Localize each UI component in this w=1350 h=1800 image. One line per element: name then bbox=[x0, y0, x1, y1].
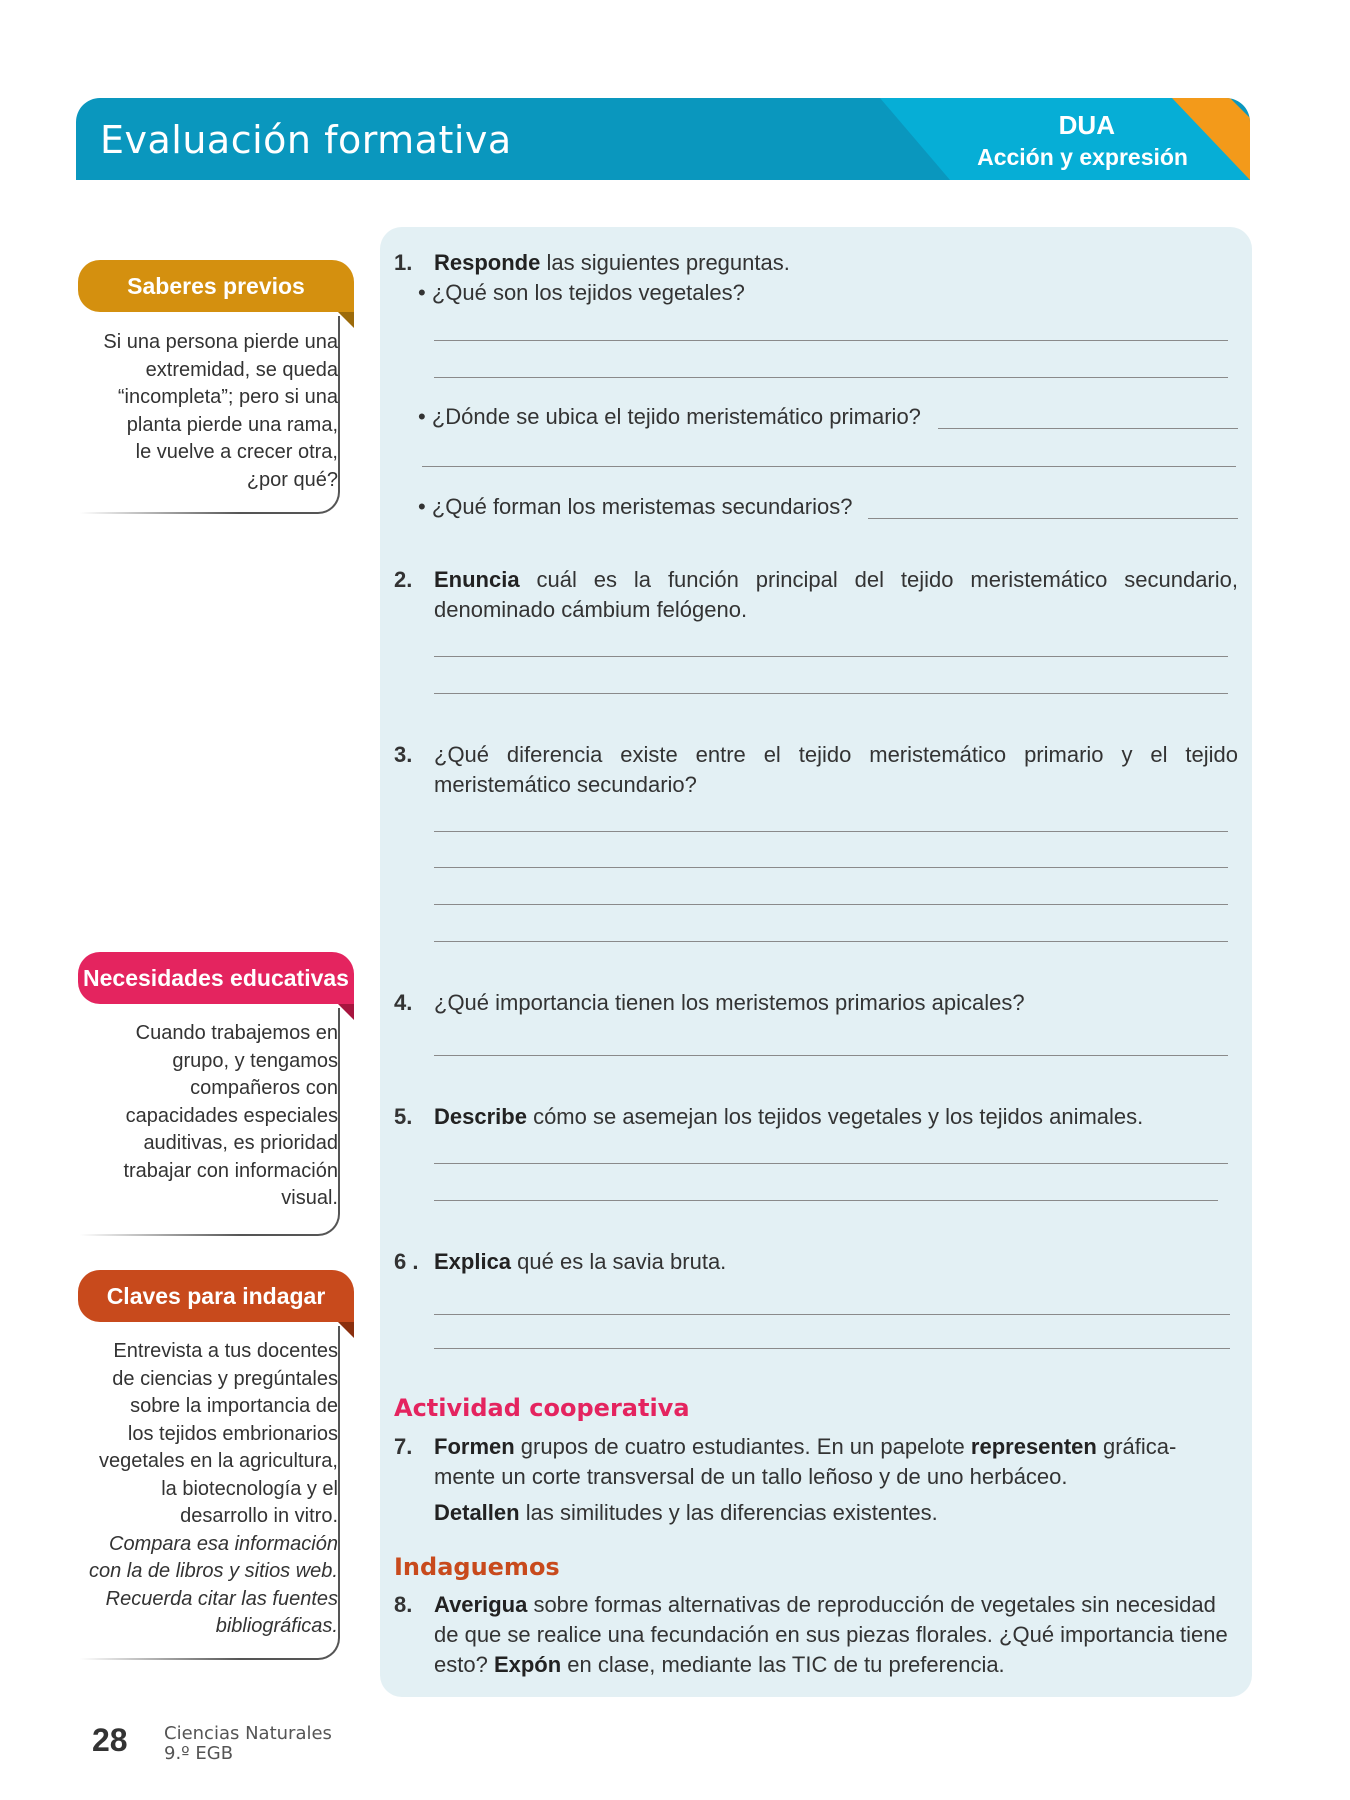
footer-subject bbox=[164, 1724, 332, 1764]
question-text: sobre formas alternativas de reproducción de vegetales sin necesidad bbox=[527, 1592, 1216, 1617]
text-line: capacidades especiales bbox=[125, 1104, 338, 1127]
text-line-italic: Compara esa información bbox=[109, 1532, 338, 1555]
claves-indagar-tab bbox=[78, 1270, 354, 1322]
subject-name: Ciencias Naturales bbox=[164, 1723, 332, 1744]
text-line: ¿por qué? bbox=[246, 468, 338, 491]
question-verb: Describe bbox=[434, 1104, 527, 1129]
claves-indagar-title: Claves para indagar bbox=[106, 1283, 326, 1309]
question-text: cuál es la función principal del tejido meristemático secundario, denominado cámbium felógeno. bbox=[434, 567, 1238, 622]
text-line-italic: con la de libros y sitios web. bbox=[88, 1560, 338, 1582]
question-text: cómo se asemejan los tejidos vegetales y los tejidos animales. bbox=[526, 1104, 1144, 1129]
question-1-bullet-3 bbox=[418, 492, 868, 522]
text-line: de ciencias y pregúntales bbox=[112, 1367, 338, 1390]
question-number: 1. bbox=[394, 250, 413, 275]
answer-line[interactable] bbox=[434, 340, 1228, 341]
question-text: qué es la savia bruta. bbox=[511, 1249, 727, 1274]
text-line: la biotecnología y el bbox=[161, 1477, 338, 1500]
answer-line[interactable] bbox=[434, 1055, 1228, 1056]
answer-line[interactable] bbox=[434, 904, 1228, 905]
question-3 bbox=[394, 740, 1238, 800]
text-line: Si una persona pierde una bbox=[103, 331, 338, 353]
answer-line[interactable] bbox=[434, 831, 1228, 832]
question-verb: Formen bbox=[434, 1434, 515, 1459]
answer-line[interactable] bbox=[868, 518, 1238, 519]
necesidades-educativas-title: Necesidades educativas bbox=[83, 965, 349, 991]
header-banner bbox=[76, 98, 1250, 180]
question-number: 8. bbox=[394, 1592, 413, 1617]
question-1 bbox=[394, 248, 1238, 278]
indaguemos-heading: Indaguemos bbox=[394, 1553, 560, 1581]
answer-line[interactable] bbox=[434, 1200, 1218, 1201]
question-text: gráfica- bbox=[1096, 1434, 1177, 1459]
answer-line[interactable] bbox=[434, 693, 1228, 694]
answer-line[interactable] bbox=[434, 656, 1228, 657]
question-verb: Expón bbox=[493, 1652, 562, 1677]
question-number: 4. bbox=[394, 990, 413, 1015]
grade-label: 9.º EGB bbox=[164, 1743, 234, 1764]
question-verb: representen bbox=[970, 1434, 1097, 1459]
text-line: le vuelve a crecer otra, bbox=[135, 441, 338, 463]
question-text: mente un corte transversal de un tallo leñoso y de uno herbáceo. bbox=[434, 1464, 1068, 1489]
saberes-previos-tab bbox=[78, 260, 354, 312]
page-number: 28 bbox=[92, 1722, 128, 1758]
necesidades-educativas-tab bbox=[78, 952, 354, 1004]
answer-line[interactable] bbox=[434, 1348, 1230, 1349]
text-line: vegetales en la agricultura, bbox=[98, 1450, 338, 1472]
text-line-italic: bibliográficas. bbox=[215, 1615, 338, 1637]
text-line: trabajar con información bbox=[123, 1159, 338, 1182]
answer-line[interactable] bbox=[434, 867, 1228, 868]
text-line: los tejidos embrionarios bbox=[127, 1422, 338, 1445]
question-text: las siguientes preguntas. bbox=[540, 250, 790, 275]
text-line: sobre la importancia de bbox=[130, 1395, 338, 1417]
answer-line[interactable] bbox=[422, 466, 1236, 467]
question-verb: Explica bbox=[434, 1249, 512, 1274]
answer-line[interactable] bbox=[434, 377, 1228, 378]
question-number: 7. bbox=[394, 1434, 413, 1459]
dua-label: DUA bbox=[1058, 110, 1115, 140]
answer-line[interactable] bbox=[434, 941, 1228, 942]
text-line-italic: Recuerda citar las fuentes bbox=[105, 1587, 338, 1610]
question-verb: Detallen bbox=[434, 1500, 520, 1525]
text-line: “incompleta”; pero si una bbox=[117, 386, 338, 408]
question-6 bbox=[394, 1247, 1238, 1277]
text-line: visual. bbox=[281, 1187, 338, 1209]
question-number: 5. bbox=[394, 1104, 413, 1129]
question-number: 6 . bbox=[394, 1249, 419, 1274]
text-line: Entrevista a tus docentes bbox=[113, 1340, 338, 1362]
question-verb: Enuncia bbox=[434, 567, 520, 592]
question-text: en clase, mediante las TIC de tu preferencia. bbox=[561, 1652, 1005, 1677]
text-line: auditivas, es prioridad bbox=[143, 1132, 338, 1154]
question-number: 3. bbox=[394, 742, 413, 767]
claves-indagar-frame bbox=[80, 1326, 340, 1660]
question-8 bbox=[394, 1590, 1238, 1680]
question-text: las similitudes y las diferencias existentes. bbox=[519, 1500, 938, 1525]
answer-line[interactable] bbox=[434, 1314, 1230, 1315]
question-2 bbox=[394, 565, 1238, 625]
text-line: planta pierde una rama, bbox=[126, 413, 338, 436]
text-line: compañeros con bbox=[190, 1077, 338, 1099]
question-7 bbox=[394, 1432, 1238, 1528]
saberes-previos-title: Saberes previos bbox=[127, 273, 305, 299]
bullet-text: • ¿Qué forman los meristemas secundarios? bbox=[418, 494, 853, 519]
question-5 bbox=[394, 1102, 1238, 1132]
text-line: Cuando trabajemos en bbox=[135, 1022, 338, 1044]
bullet-text: • ¿Qué son los tejidos vegetales? bbox=[418, 280, 745, 305]
bullet-text: • ¿Dónde se ubica el tejido meristemático primario? bbox=[418, 404, 921, 429]
question-text: esto? bbox=[434, 1652, 494, 1677]
saberes-previos-frame bbox=[80, 316, 340, 514]
question-text: ¿Qué diferencia existe entre el tejido meristemático primario y el tejido meristemático secundario? bbox=[434, 742, 1238, 797]
text-line: grupo, y tengamos bbox=[172, 1049, 338, 1072]
question-text: ¿Qué importancia tienen los meristemos primarios apicales? bbox=[434, 990, 1025, 1015]
text-line: desarrollo in vitro. bbox=[180, 1505, 338, 1527]
question-verb: Responde bbox=[434, 250, 541, 275]
question-1-bullet-1 bbox=[418, 278, 1262, 308]
question-1-bullet-2 bbox=[418, 402, 938, 432]
cooperativa-heading: Actividad cooperativa bbox=[394, 1394, 690, 1422]
dua-subtitle: Acción y expresión bbox=[977, 144, 1188, 170]
question-verb: Averigua bbox=[434, 1592, 528, 1617]
text-line: extremidad, se queda bbox=[145, 358, 338, 381]
answer-line[interactable] bbox=[938, 428, 1238, 429]
page-title: Evaluación formativa bbox=[100, 118, 512, 162]
answer-line[interactable] bbox=[434, 1163, 1228, 1164]
question-number: 2. bbox=[394, 567, 413, 592]
question-4 bbox=[394, 988, 1238, 1018]
question-text: de que se realice una fecundación en sus piezas florales. ¿Qué importancia tiene bbox=[434, 1622, 1228, 1647]
question-text: grupos de cuatro estudiantes. En un papelote bbox=[514, 1434, 971, 1459]
necesidades-educativas-frame bbox=[80, 1008, 340, 1236]
